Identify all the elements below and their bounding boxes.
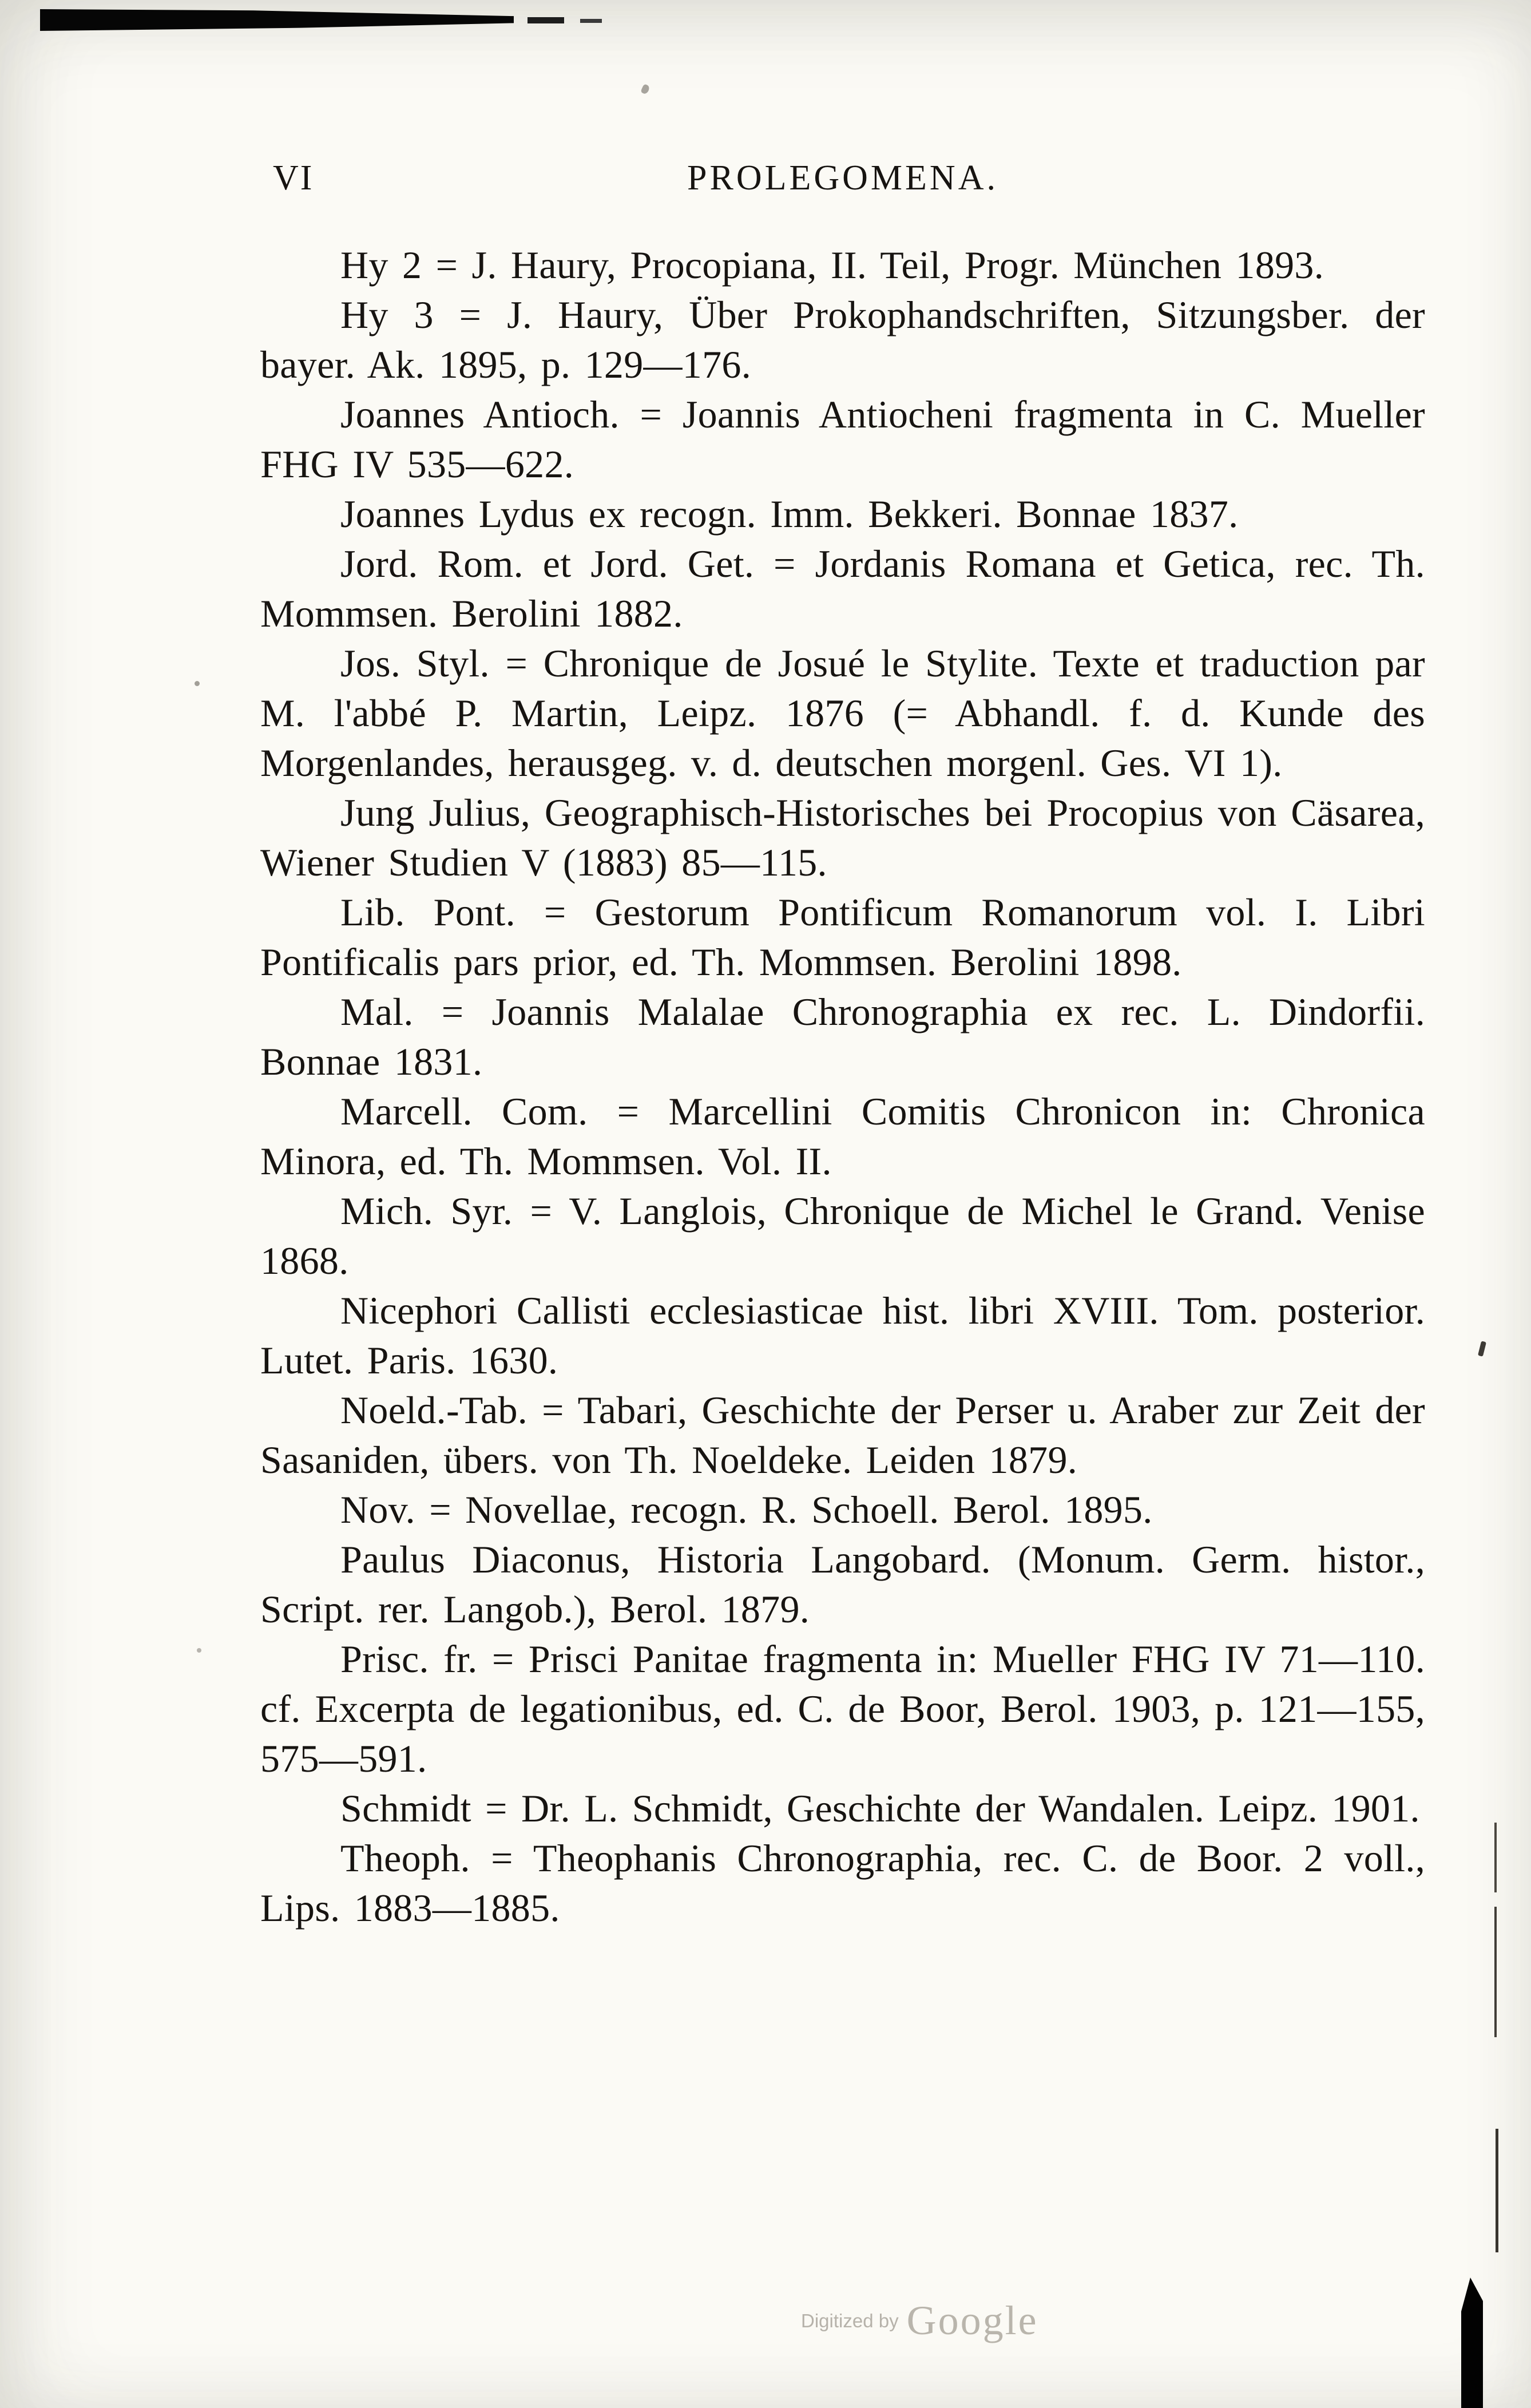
scan-speck: [197, 1648, 201, 1653]
watermark-text: Digitized by: [801, 2310, 899, 2331]
scan-artifact-top-bar: [40, 9, 514, 31]
running-title: PROLEGOMENA.: [687, 159, 998, 197]
watermark: [801, 2297, 1038, 2344]
bibliography-entry: Jos. Styl. = Chronique de Josué le Stylite. Texte et traduction par M. l'abbé P. Martin, Leipz. 1876 (= Abhandl. f. d. Kunde des Morgenlandes, herausgeg. v. d. deutschen morgenl. Ges. VI 1).: [260, 641, 1425, 785]
scan-artifact-corner: [1461, 2278, 1483, 2408]
bibliography-entry: Marcell. Com. = Marcellini Comitis Chronicon in: Chronica Minora, ed. Th. Mommsen. Vol. II.: [260, 1090, 1425, 1183]
bibliography-entry: Hy 3 = J. Haury, Über Prokophandschriften, Sitzungsber. der bayer. Ak. 1895, p. 129—176.: [260, 293, 1425, 386]
bibliography-entry: Schmidt = Dr. L. Schmidt, Geschichte der Wandalen. Leipz. 1901.: [340, 1787, 1420, 1830]
scan-speck: [640, 84, 651, 95]
google-logo-text: Google: [906, 2298, 1038, 2343]
bibliography-entry: Paulus Diaconus, Historia Langobard. (Monum. Germ. histor., Script. rer. Langob.), Berol. 1879.: [260, 1538, 1425, 1631]
bibliography-entry: Nov. = Novellae, recogn. R. Schoell. Berol. 1895.: [340, 1488, 1153, 1531]
scan-artifact-dash: [580, 19, 602, 23]
bibliography-entry: Nicephori Callisti ecclesiasticae hist. libri XVIII. Tom. posterior. Lutet. Paris. 1630.: [260, 1289, 1425, 1382]
bibliography-entry: Mich. Syr. = V. Langlois, Chronique de Michel le Grand. Venise 1868.: [260, 1189, 1425, 1282]
bibliography-entry: Jung Julius, Geographisch-Historisches bei Procopius von Cäsarea, Wiener Studien V (1883) 85—115.: [260, 791, 1425, 884]
bibliography-entry: Mal. = Joannis Malalae Chronographia ex rec. L. Dindorfii. Bonnae 1831.: [260, 990, 1425, 1083]
bibliography-list: [260, 240, 1425, 1933]
scan-edge-line: [1496, 2129, 1498, 2252]
bibliography-entry: Theoph. = Theophanis Chronographia, rec. C. de Boor. 2 voll., Lips. 1883—1885.: [260, 1836, 1425, 1930]
bibliography-entry: Prisc. fr. = Prisci Panitae fragmenta in: Mueller FHG IV 71—110. cf. Excerpta de legationibus, ed. C. de Boor, Berol. 1903, p. 121—155, 575—591.: [260, 1637, 1425, 1780]
scan-edge-mark: [1478, 1341, 1486, 1356]
scan-edge-line: [1494, 1823, 1497, 1892]
bibliography-entry: Joannes Antioch. = Joannis Antiocheni fragmenta in C. Mueller FHG IV 535—622.: [260, 393, 1425, 486]
bibliography-entry: Joannes Lydus ex recogn. Imm. Bekkeri. Bonnae 1837.: [340, 492, 1239, 536]
scan-edge-line: [1494, 1907, 1497, 2037]
scan-speck: [195, 681, 200, 686]
bibliography-entry: Jord. Rom. et Jord. Get. = Jordanis Romana et Getica, rec. Th. Mommsen. Berolini 1882.: [260, 542, 1425, 635]
bibliography-entry: Noeld.-Tab. = Tabari, Geschichte der Perser u. Araber zur Zeit der Sasaniden, übers. von Th. Noeldeke. Leiden 1879.: [260, 1388, 1425, 1482]
bibliography-entry: Hy 2 = J. Haury, Procopiana, II. Teil, Progr. München 1893.: [340, 243, 1324, 287]
bibliography-entry: Lib. Pont. = Gestorum Pontificum Romanorum vol. I. Libri Pontificalis pars prior, ed. Th. Mommsen. Berolini 1898.: [260, 890, 1425, 984]
page-header: [260, 158, 1425, 199]
page-number: VI: [273, 159, 314, 197]
scan-artifact-dash: [527, 17, 564, 23]
